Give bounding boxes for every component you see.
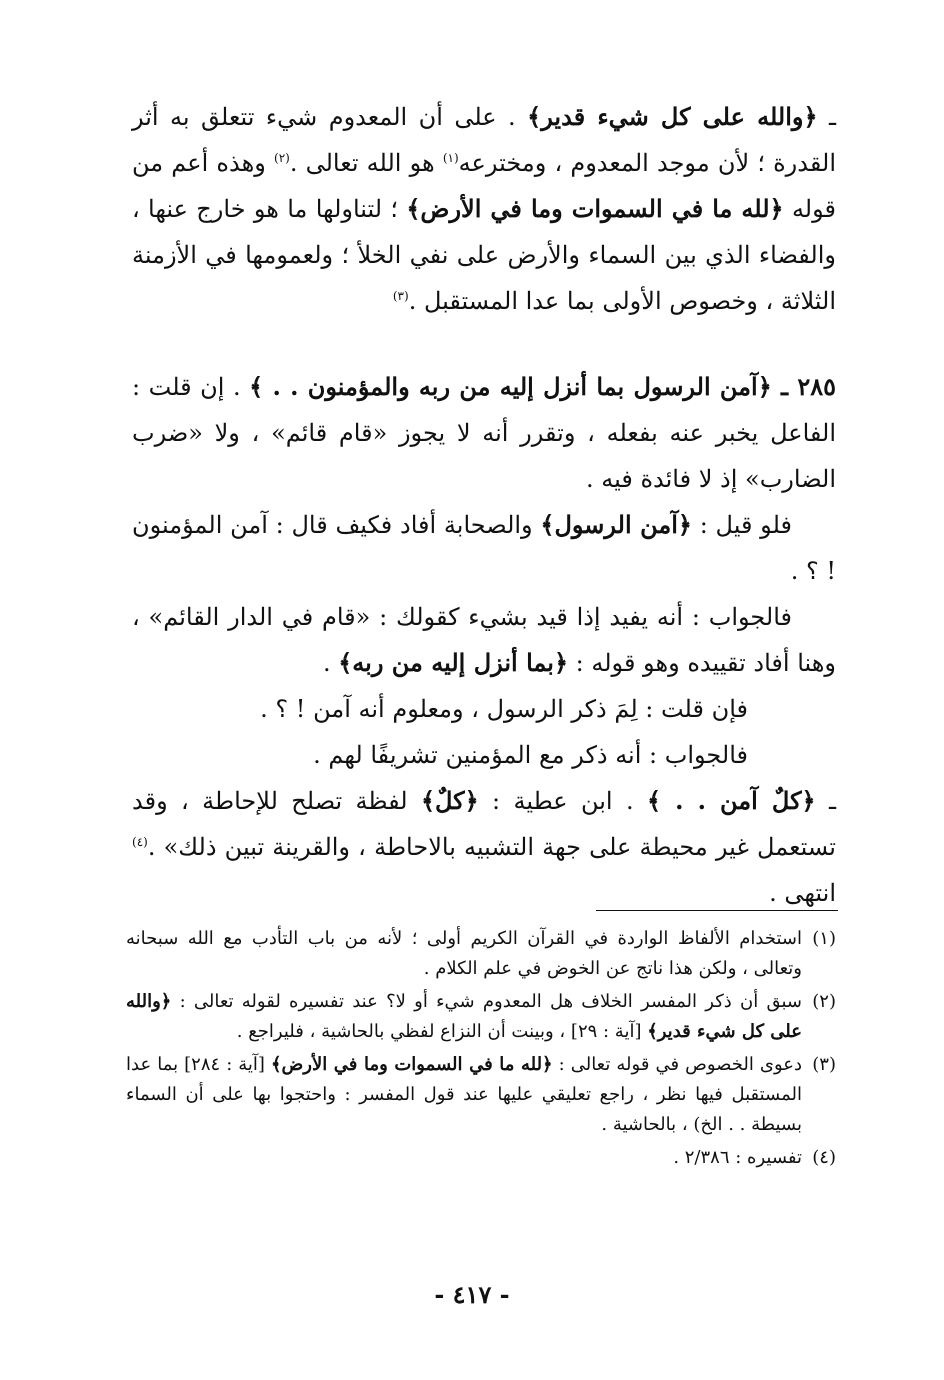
quran-quote: ﴿لله ما في السموات وما في الأرض﴾ (406, 194, 784, 223)
footnote-4 (126, 1143, 836, 1173)
text-run: فلو قيل : (691, 511, 792, 539)
page-number: - ٤١٧ - (434, 1280, 510, 1309)
text-run: والصحابة أفاد فكيف قال : آمن المؤمنون ! ؟ . (132, 511, 836, 585)
text-run: [آية : ٢٩] ، وبينت أن النزاع لفظي بالحاشية ، فليراجع . (236, 1021, 648, 1042)
text-run: انتهى . (769, 879, 836, 907)
quran-quote: ﴿كلٌ﴾ (420, 786, 479, 815)
dash: ـ (815, 787, 836, 815)
text-run: لفظة تصلح للإحاطة ، وقد تستعمل غير محيطة على جهة التشبيه بالاحاطة ، والقرينة تبين ذلك» . (132, 787, 836, 861)
paragraph-1 (132, 94, 836, 324)
text-run: استخدام الألفاظ الواردة في القرآن الكريم أولى ؛ لأنه من باب التأدب مع الله سبحانه وتعالى ، ولكن هذا ناتج عن الخوض في علم الكلام . (126, 928, 802, 979)
quran-quote: ﴿والله على كل شيء قدير﴾ (126, 991, 802, 1042)
main-text (132, 94, 836, 916)
footnotes (126, 924, 836, 1176)
text-run: . (322, 649, 339, 677)
footnote-number: (٤) (812, 1147, 836, 1168)
quran-quote: ﴿والله على كل شيء قدير﴾ (527, 102, 818, 131)
text-run: ؛ لتناولها ما هو خارج عنها ، والفضاء الذي بين السماء والأرض على نفي الخلأ ؛ ولعمومها في الأزمنة الثلاثة ، وخصوص الأولى بما عدا المستقبل . (132, 195, 836, 315)
text-run: هو الله تعالى . (289, 149, 443, 177)
footnote-ref-3: (٣) (392, 289, 409, 303)
footnote-text (126, 987, 802, 1047)
verse-quote: ٢٨٥ ـ ﴿آمن الرسول بما أنزل إليه من ربه والمؤمنون . . ﴾ (249, 372, 836, 401)
dash: ـ (817, 103, 836, 131)
text-run: . إن قلت : الفاعل يخبر عنه بفعله ، وتقرر أنه لا يجوز «قام قائم» ، ولا «ضرب الضارب» إذ لا فائدة فيه . (132, 373, 836, 493)
paragraph-answer-2: فالجواب : أنه ذكر مع المؤمنين تشريفًا لهم . (313, 741, 748, 769)
quran-quote: ﴿بما أنزل إليه من ربه﴾ (338, 648, 569, 677)
paragraph-answer-1 (132, 594, 836, 686)
text-run: [آية : ٢٨٤] بما عدا المستقبل فيها نظر ، راجع تعليقي عليها عند قول المفسر : واحتجوا بها على أن السماء بسيطة . . الخ) ، بالحاشية . (126, 1054, 802, 1135)
footnote-ref-4: (٤) (132, 835, 148, 849)
footnote-ref-1: (١) (442, 151, 459, 165)
paragraph-kullun (132, 778, 836, 916)
footnote-separator (596, 910, 838, 911)
quran-quote: ﴿آمن الرسول﴾ (540, 510, 692, 539)
footnote-number: (١) (812, 928, 836, 949)
text-run: . على أن المعدوم شيء تتعلق به أثر القدرة ؛ لأن موجد المعدوم ، ومخترعه (132, 103, 836, 177)
text-run: وهذه أعم من قوله (132, 149, 836, 223)
footnote-text (126, 1050, 802, 1140)
footnote-text (126, 924, 802, 984)
footnote-2 (126, 987, 836, 1047)
footnote-number: (٢) (812, 991, 836, 1012)
quran-quote: ﴿لله ما في السموات وما في الأرض﴾ (270, 1054, 553, 1075)
footnote-ref-2: (٢) (274, 151, 290, 165)
footnote-number: (٣) (812, 1054, 836, 1075)
footnote-1 (126, 924, 836, 984)
text-run: سبق أن ذكر المفسر الخلاف هل المعدوم شيء أو لا؟ عند تفسيره لقوله تعالى : (171, 991, 802, 1012)
quran-quote: ﴿كلٌ آمن . . ﴾ (646, 786, 816, 815)
text-run: تفسيره : ٢/٣٨٦ . (673, 1147, 802, 1168)
footnote-3 (126, 1050, 836, 1140)
text-run: دعوى الخصوص في قوله تعالى : (552, 1054, 802, 1075)
footnote-text (126, 1143, 802, 1173)
verse-285-heading (132, 364, 836, 502)
text-run: فالجواب : أنه يفيد إذا قيد بشيء كقولك : «قام في الدار القائم» ، وهنا أفاد تقييده وهو قوله : (132, 603, 836, 677)
section-gap (132, 324, 836, 364)
paragraph-question: فإن قلت : لِمَ ذكر الرسول ، ومعلوم أنه آمن ! ؟ . (260, 695, 748, 723)
text-run: . ابن عطية : (478, 787, 647, 815)
paragraph-objection (132, 502, 836, 594)
